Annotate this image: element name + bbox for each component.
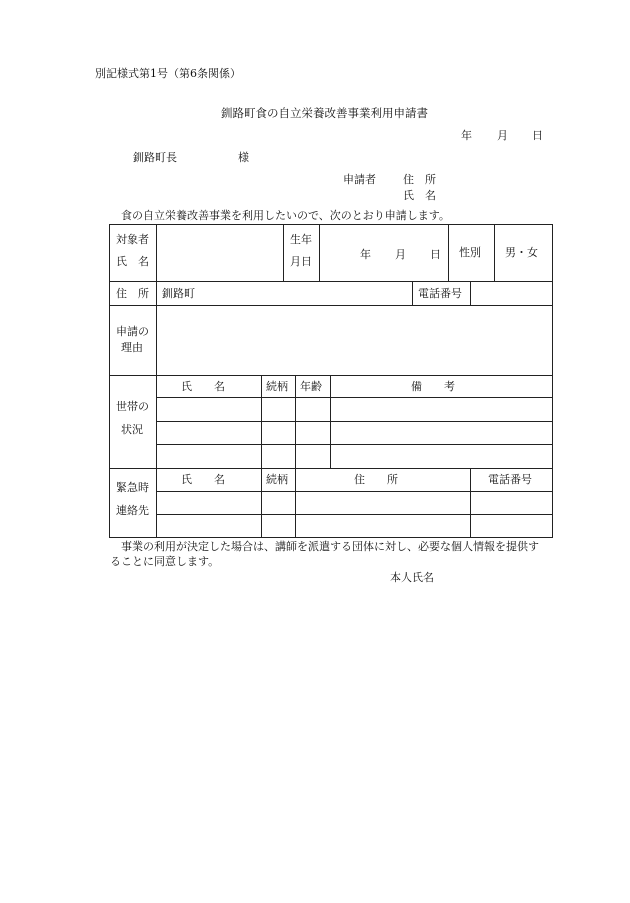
phone-field[interactable] <box>471 282 552 305</box>
emergency-header-name: 氏 名 <box>181 473 225 486</box>
emergency-label-1: 緊急時 <box>116 481 149 494</box>
emergency-header-address: 住 所 <box>354 473 398 486</box>
consent-text-line-2: ることに同意します。 <box>110 555 220 568</box>
reason-label-1: 申請の <box>116 325 149 338</box>
birth-label-1: 生年 <box>290 233 312 246</box>
birth-month-label: 月 <box>395 248 406 261</box>
birth-day-label: 日 <box>430 248 441 261</box>
addressee-honorific: 様 <box>238 151 249 164</box>
sex-value[interactable]: 男・女 <box>505 246 538 259</box>
date-day-label: 日 <box>532 129 543 142</box>
applicant-label: 申請者 <box>343 173 376 186</box>
applicant-address-label: 住 所 <box>403 173 436 186</box>
phone-label: 電話番号 <box>418 287 462 300</box>
reason-label-2: 理由 <box>121 341 143 354</box>
household-header-remarks: 備 考 <box>411 380 455 393</box>
household-header-age: 年齢 <box>300 380 322 393</box>
subject-label-1: 対象者 <box>116 233 149 246</box>
addressee: 釧路町長 <box>133 151 177 164</box>
address-value[interactable]: 釧路町 <box>162 287 195 300</box>
consent-text-line-1: 事業の利用が決定した場合は、講師を派遣する団体に対し、必要な個人情報を提供す <box>121 540 539 553</box>
birth-year-label: 年 <box>360 248 371 261</box>
subject-label-2: 氏 名 <box>116 255 149 268</box>
sex-label: 性別 <box>459 246 481 259</box>
emergency-label-2: 連絡先 <box>116 504 149 517</box>
emergency-header-phone: 電話番号 <box>488 473 532 486</box>
reason-field[interactable] <box>157 306 552 375</box>
emergency-header-relation: 続柄 <box>266 473 288 486</box>
applicant-name-label: 氏 名 <box>403 189 436 202</box>
address-label: 住 所 <box>116 287 149 300</box>
household-header-relation: 続柄 <box>266 380 288 393</box>
household-label-1: 世帯の <box>116 400 149 413</box>
intro-text: 食の自立栄養改善事業を利用したいので、次のとおり申請します。 <box>121 209 450 222</box>
household-header-name: 氏 名 <box>181 380 225 393</box>
application-form-table <box>109 224 553 538</box>
signature-label: 本人氏名 <box>390 571 434 584</box>
subject-name-field[interactable] <box>157 225 283 281</box>
form-title: 釧路町食の自立栄養改善事業利用申請書 <box>221 106 428 120</box>
form-number: 別記様式第1号（第6条関係） <box>95 67 241 80</box>
household-label-2: 状況 <box>121 423 143 436</box>
date-year-label: 年 <box>461 129 472 142</box>
birth-label-2: 月日 <box>290 255 312 268</box>
date-month-label: 月 <box>497 129 508 142</box>
